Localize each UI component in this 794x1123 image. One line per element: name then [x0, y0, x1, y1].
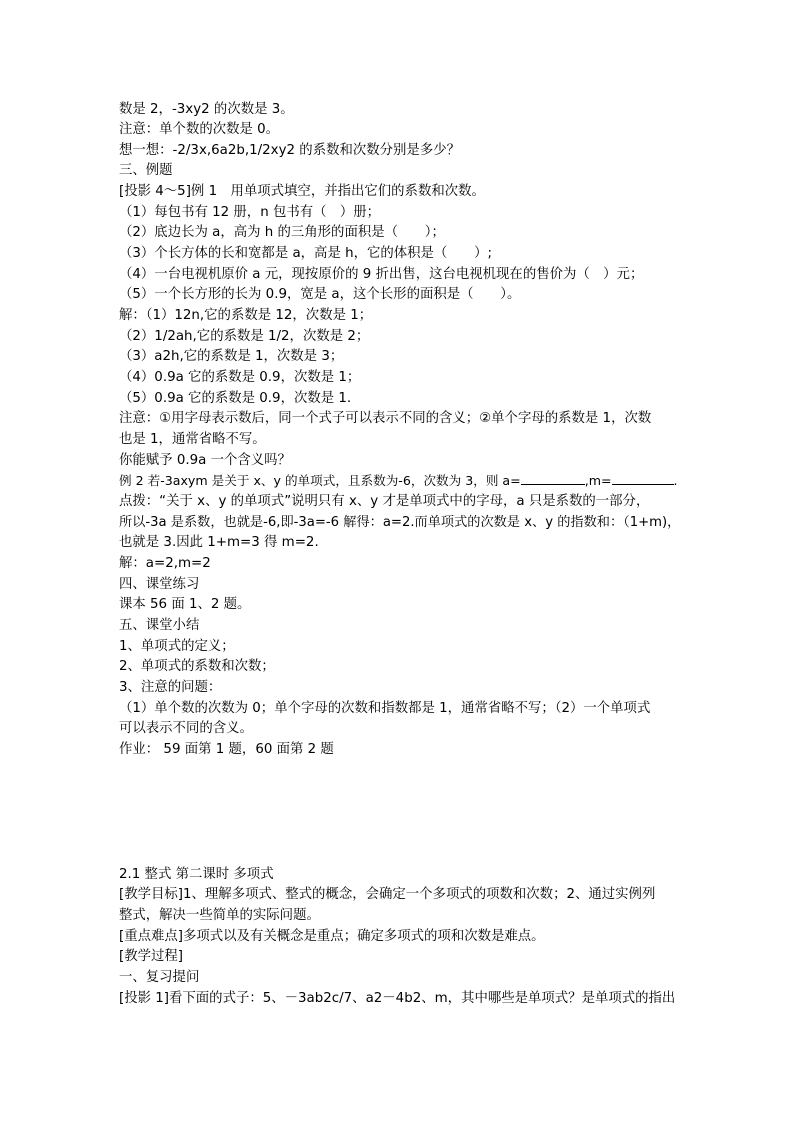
text-line: （4）0.9a 它的系数是 0.9，次数是 1； — [119, 370, 361, 385]
text-line: 注意：单个数的次数是 0。 — [119, 122, 280, 137]
text-line: （3）a2h,它的系数是 1，次数是 3； — [119, 349, 344, 364]
text-line: [投影 1]看下面的式子：5、－3ab2c/7、a2－4b2、m，其中哪些是单项式？是单项式的指出 — [119, 991, 676, 1006]
homework-line: 作业： 59 面第 1 题，60 面第 2 题 — [119, 742, 334, 757]
text-line: 2、单项式的系数和次数； — [119, 659, 275, 674]
text-line: （5）0.9a 它的系数是 0.9，次数是 1. — [119, 391, 352, 406]
example-2-text: 例 2 若-3axym 是关于 x、y 的单项式，且系数为-6，次数为 3，则 a= — [119, 473, 521, 488]
text-line: 你能赋予 0.9a 一个含义吗？ — [119, 453, 291, 468]
answer-blank-a — [521, 470, 585, 485]
text-line: 3、注意的问题： — [119, 680, 222, 695]
text-line: 想一想：-2/3x,6a2b,1/2xy2 的系数和次数分别是多少？ — [119, 143, 460, 158]
text-line: [教学过程] — [119, 949, 184, 964]
text-line: 课本 56 面 1、2 题。 — [119, 597, 251, 612]
text-line: 数是 2，-3xy2 的次数是 3。 — [119, 102, 294, 117]
text-line: 也是 1，通常省略不写。 — [119, 432, 266, 447]
text-line: 也就是 3.因此 1+m=3 得 m=2. — [119, 535, 319, 550]
text-line: （1）单个数的次数为 0；单个字母的次数和指数都是 1，通常省略不写；（2）一个单项式 — [119, 701, 651, 716]
example-2-end: . — [673, 473, 678, 488]
example-2-mid: ,m= — [584, 473, 612, 488]
lesson-title: 2.1 整式 第二课时 多项式 — [119, 867, 274, 882]
text-line: 所以-3a 是系数，也就是-6,即-3a=-6 解得：a=2.而单项式的次数是 x、y 的指数和：（1+m)， — [119, 515, 681, 530]
section-heading: 五、课堂小结 — [119, 618, 200, 633]
text-line: （5）一个长方形的长为 0.9，宽是 a，这个长形的面积是（ ）。 — [119, 287, 521, 302]
section-heading: 三、例题 — [119, 163, 173, 178]
text-line: [重点难点]多项式以及有关概念是重点；确定多项式的项和次数是难点。 — [119, 929, 545, 944]
answer-blank-m — [612, 470, 674, 485]
section-heading: 一、复习提问 — [119, 970, 200, 985]
text-line: 点拨：“关于 x、y 的单项式”说明只有 x、y 才是单项式中的字母，a 只是系数的一部分， — [119, 494, 650, 509]
text-line: 注意：①用字母表示数后，同一个式子可以表示不同的含义；②单个字母的系数是 1，次数 — [119, 411, 652, 426]
text-line: （2）1/2ah,它的系数是 1/2，次数是 2； — [119, 329, 370, 344]
text-line: 解：a=2,m=2 — [119, 556, 211, 571]
section-heading: 四、课堂练习 — [119, 577, 200, 592]
text-line: [投影 4～5]例 1 用单项式填空，并指出它们的系数和次数。 — [119, 184, 485, 199]
text-line: 解：（1）12n,它的系数是 12，次数是 1； — [119, 308, 373, 323]
text-line: 1、单项式的定义； — [119, 639, 235, 654]
text-line: [教学目标]1、理解多项式、整式的概念，会确定一个多项式的项数和次数；2、通过实例列 — [119, 887, 656, 902]
text-line: （1）每包书有 12 册，n 包书有（ ）册； — [119, 205, 381, 220]
text-line: （3）个长方体的长和宽都是 a，高是 h，它的体积是（ ）; — [119, 246, 493, 261]
text-line: （2）底边长为 a，高为 h 的三角形的面积是（ ）； — [119, 225, 445, 240]
text-line: （4）一台电视机原价 a 元，现按原价的 9 折出售，这台电视机现在的售价为（ ）元； — [119, 267, 644, 282]
text-line: 整式，解决一些简单的实际问题。 — [119, 908, 320, 923]
example-2-line — [119, 470, 679, 491]
text-line: 可以表示不同的含义。 — [119, 721, 253, 736]
